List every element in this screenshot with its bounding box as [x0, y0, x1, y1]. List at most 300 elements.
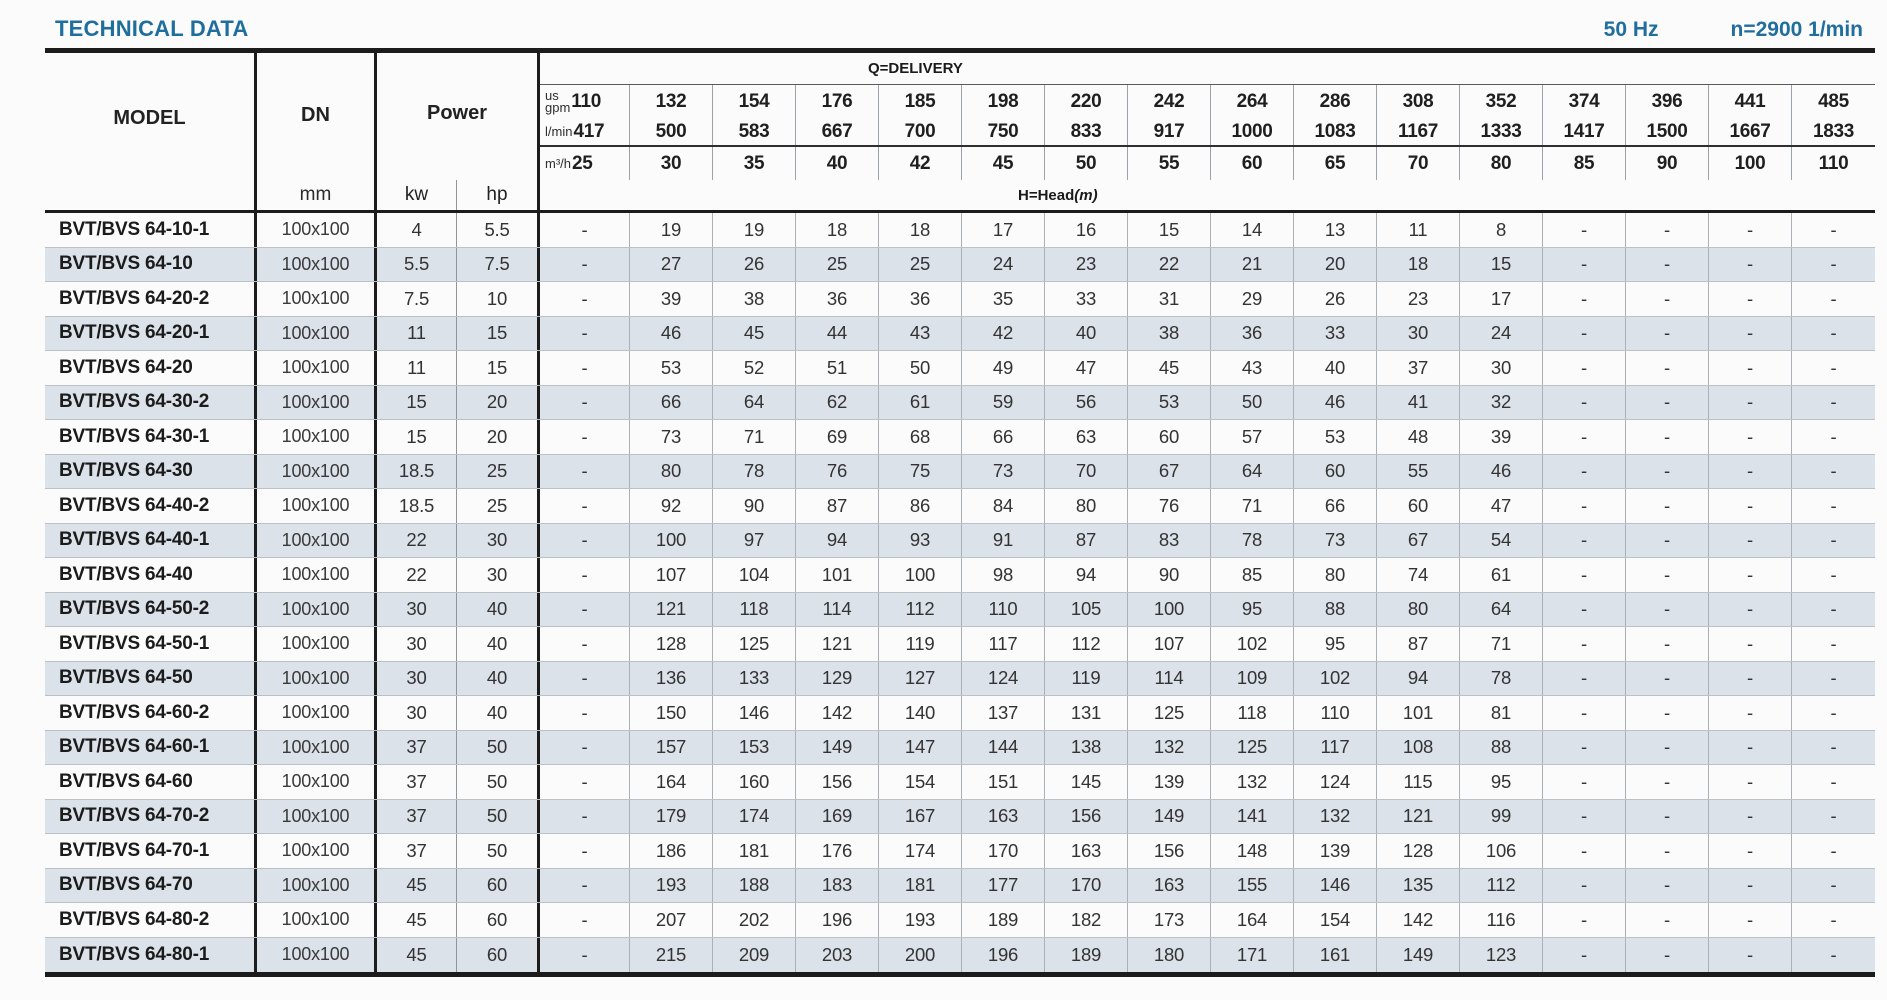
delivery-value-cell: [1045, 118, 1128, 145]
head-cell: 47: [1045, 351, 1128, 385]
delivery-value: 396: [1651, 90, 1683, 112]
power-units-row: [377, 180, 537, 210]
head-cell: -: [1543, 834, 1626, 868]
delivery-value: 500: [655, 120, 687, 142]
head-cell: -: [1830, 460, 1837, 482]
head-cell: -: [1626, 869, 1709, 903]
head-cell: 161: [1294, 938, 1377, 973]
head-cell: 107: [630, 558, 713, 592]
delivery-value-cell: [1211, 118, 1294, 145]
head-cell: 71: [1211, 489, 1294, 523]
model-cell: BVT/BVS 64-40: [45, 558, 257, 592]
model-cell: BVT/BVS 64-10: [45, 248, 257, 282]
model-cell: BVT/BVS 64-40-1: [45, 524, 257, 558]
kw-cell: 15: [377, 420, 457, 454]
head-cell: 43: [1211, 351, 1294, 385]
head-cell: 196: [962, 938, 1045, 973]
delivery-value-cell: [1543, 118, 1626, 145]
head-cell: -: [1626, 627, 1709, 661]
dn-cell: 100x100: [257, 524, 377, 558]
head-cell: -: [540, 627, 630, 661]
head-cell: -: [1830, 356, 1837, 378]
head-cell: 189: [962, 903, 1045, 937]
head-cell: 99: [1460, 800, 1543, 834]
head-cell: 108: [1377, 731, 1460, 765]
delivery-value-cell: [962, 118, 1045, 145]
head-cell: 15: [1128, 213, 1211, 247]
head-cell: 102: [1211, 627, 1294, 661]
delivery-value: 30: [660, 152, 682, 174]
head-cell: 36: [796, 282, 879, 316]
head-cell: 141: [1211, 800, 1294, 834]
kw-cell: 22: [377, 558, 457, 592]
head-cell: 37: [1377, 351, 1460, 385]
head-cell: 24: [962, 248, 1045, 282]
unit-label: l/min: [545, 123, 573, 139]
delivery-value-cell: [713, 147, 796, 180]
head-cell: 170: [962, 834, 1045, 868]
head-cell: 45: [1128, 351, 1211, 385]
head-cell: 174: [713, 800, 796, 834]
head-cell: -: [540, 938, 630, 973]
head-cell: 156: [1128, 834, 1211, 868]
head-cell: -: [540, 558, 630, 592]
head-cell: 173: [1128, 903, 1211, 937]
head-cell: 53: [1128, 386, 1211, 420]
delivery-value-cell: [796, 85, 879, 118]
head-cell: -: [1543, 248, 1626, 282]
head-cell: 145: [1045, 765, 1128, 799]
table-row: [45, 558, 1875, 593]
head-cell: -: [540, 386, 630, 420]
head-cell: 93: [879, 524, 962, 558]
delivery-value: 1333: [1480, 120, 1522, 142]
head-cell: 112: [1460, 869, 1543, 903]
head-cell: 87: [1377, 627, 1460, 661]
kw-cell: 4: [377, 213, 457, 247]
delivery-unit-label-cell: [540, 147, 630, 180]
delivery-value: 85: [1573, 152, 1595, 174]
kw-cell: 18.5: [377, 455, 457, 489]
table-row: [45, 800, 1875, 835]
head-cell: 138: [1045, 731, 1128, 765]
head-cell: 56: [1045, 386, 1128, 420]
delivery-value-cell: [1626, 147, 1709, 180]
head-cell: 139: [1294, 834, 1377, 868]
hp-cell: 50: [457, 731, 540, 765]
speed-label: n=2900 1/min: [1730, 18, 1863, 41]
head-cell: 147: [879, 731, 962, 765]
kw-cell: 11: [377, 351, 457, 385]
delivery-value: 1167: [1397, 120, 1439, 142]
head-cell: 132: [1211, 765, 1294, 799]
head-cell: 196: [796, 903, 879, 937]
dn-header-label: DN: [301, 104, 330, 126]
head-cell: 95: [1294, 627, 1377, 661]
head-cell: 132: [1128, 731, 1211, 765]
head-cell: 50: [879, 351, 962, 385]
hp-cell: 20: [457, 420, 540, 454]
head-cell: 33: [1294, 317, 1377, 351]
head-cell: 94: [1045, 558, 1128, 592]
head-cell: -: [1626, 455, 1709, 489]
head-cell: 52: [713, 351, 796, 385]
head-cell: 70: [1045, 455, 1128, 489]
head-cell: 23: [1377, 282, 1460, 316]
head-cell: -: [1543, 420, 1626, 454]
table-row: [45, 351, 1875, 386]
head-cell: 83: [1128, 524, 1211, 558]
head-cell: 30: [1460, 351, 1543, 385]
head-cell: 57: [1211, 420, 1294, 454]
head-cell: -: [1830, 943, 1837, 965]
delivery-value-cell: [1377, 118, 1460, 145]
table-row: [45, 938, 1875, 973]
dn-cell: 100x100: [257, 558, 377, 592]
head-cell: 202: [713, 903, 796, 937]
head-cell: 35: [962, 282, 1045, 316]
delivery-value: 286: [1319, 90, 1351, 112]
head-cell: -: [540, 420, 630, 454]
head-cell: 30: [1377, 317, 1460, 351]
delivery-value-cell: [1045, 147, 1128, 180]
hp-cell: 40: [457, 696, 540, 730]
delivery-value-cell: [630, 118, 713, 145]
delivery-value: 242: [1153, 90, 1185, 112]
head-cell: 164: [1211, 903, 1294, 937]
dn-cell: 100x100: [257, 386, 377, 420]
head-unit-label: H=Head(m): [1018, 186, 1098, 204]
unit-label: m³/h: [545, 155, 571, 171]
head-cell: -: [540, 317, 630, 351]
head-cell: 25: [879, 248, 962, 282]
head-cell: 26: [713, 248, 796, 282]
head-cell: 38: [1128, 317, 1211, 351]
head-cell: -: [1626, 386, 1709, 420]
dn-cell: 100x100: [257, 282, 377, 316]
delivery-value: 1833: [1812, 120, 1855, 142]
head-cell: 81: [1460, 696, 1543, 730]
head-cell: 29: [1211, 282, 1294, 316]
model-cell: BVT/BVS 64-50-2: [45, 593, 257, 627]
head-cell: -: [1626, 731, 1709, 765]
head-cell: 215: [630, 938, 713, 973]
head-cell: 78: [1460, 662, 1543, 696]
head-cell: 110: [1294, 696, 1377, 730]
table-row: [45, 282, 1875, 317]
top-right-labels: [1604, 18, 1873, 42]
kw-cell: 37: [377, 834, 457, 868]
dn-cell: 100x100: [257, 731, 377, 765]
hp-cell: 40: [457, 627, 540, 661]
head-cell: 18: [879, 213, 962, 247]
delivery-value-cell: [1709, 85, 1792, 118]
head-cell: 22: [1128, 248, 1211, 282]
table-row: [45, 489, 1875, 524]
delivery-value: 485: [1818, 90, 1849, 112]
head-cell: 84: [962, 489, 1045, 523]
table-row: [45, 834, 1875, 869]
head-cell: 46: [1460, 455, 1543, 489]
head-cell: -: [1709, 420, 1792, 454]
head-cell: 60: [1294, 455, 1377, 489]
head-cell: 123: [1460, 938, 1543, 973]
delivery-value: 110: [1818, 152, 1849, 174]
head-cell: -: [1830, 805, 1837, 827]
head-cell: -: [1626, 213, 1709, 247]
head-cell: -: [1543, 731, 1626, 765]
model-cell: BVT/BVS 64-60: [45, 765, 257, 799]
dn-cell: 100x100: [257, 765, 377, 799]
head-cell: -: [1830, 218, 1837, 240]
head-cell: 15: [1460, 248, 1543, 282]
top-bar: [0, 0, 1887, 48]
head-cell: -: [1626, 938, 1709, 973]
kw-cell: 45: [377, 869, 457, 903]
head-cell: 149: [1128, 800, 1211, 834]
head-cell: -: [540, 696, 630, 730]
head-cell: -: [1709, 524, 1792, 558]
head-cell: -: [540, 869, 630, 903]
delivery-value: 1417: [1563, 120, 1605, 142]
head-cell: -: [1626, 524, 1709, 558]
table-row: [45, 662, 1875, 697]
head-cell: 200: [879, 938, 962, 973]
delivery-value-cell: [1294, 118, 1377, 145]
head-cell: 118: [1211, 696, 1294, 730]
head-cell: -: [1709, 696, 1792, 730]
head-cell: 32: [1460, 386, 1543, 420]
head-cell: -: [1626, 351, 1709, 385]
hp-cell: 7.5: [457, 248, 540, 282]
head-cell: -: [540, 834, 630, 868]
head-cell: -: [1830, 874, 1837, 896]
head-cell: 40: [1294, 351, 1377, 385]
delivery-value-cell: [1045, 85, 1128, 118]
model-cell: BVT/BVS 64-20-1: [45, 317, 257, 351]
head-cell: -: [1543, 627, 1626, 661]
head-cell: 27: [630, 248, 713, 282]
head-cell: 71: [713, 420, 796, 454]
head-cell: 18: [1377, 248, 1460, 282]
hp-cell: 50: [457, 834, 540, 868]
head-cell: 169: [796, 800, 879, 834]
head-cell: 97: [713, 524, 796, 558]
table-row: [45, 903, 1875, 938]
delivery-value: 185: [904, 90, 936, 112]
dn-cell: 100x100: [257, 455, 377, 489]
hp-cell: 5.5: [457, 213, 540, 247]
kw-cell: 37: [377, 800, 457, 834]
head-cell: 116: [1460, 903, 1543, 937]
head-cell: 94: [1377, 662, 1460, 696]
delivery-value: 80: [1490, 152, 1512, 174]
head-cell: -: [540, 903, 630, 937]
delivery-value: 40: [826, 152, 848, 174]
head-cell: 92: [630, 489, 713, 523]
head-cell: 36: [879, 282, 962, 316]
dn-cell: 100x100: [257, 248, 377, 282]
model-cell: BVT/BVS 64-50-1: [45, 627, 257, 661]
head-cell: -: [1626, 800, 1709, 834]
delivery-unit-row: [540, 147, 1875, 180]
head-cell: 90: [1128, 558, 1211, 592]
head-cell: -: [1830, 563, 1837, 585]
power-unit-kw: kw: [377, 180, 457, 210]
delivery-value: 176: [821, 90, 853, 112]
hp-cell: 30: [457, 524, 540, 558]
head-cell: -: [1830, 494, 1837, 516]
head-cell: 207: [630, 903, 713, 937]
delivery-value: 90: [1656, 152, 1678, 174]
hp-cell: 60: [457, 903, 540, 937]
delivery-value: 110: [571, 90, 602, 112]
head-cell: 11: [1377, 213, 1460, 247]
kw-cell: 45: [377, 903, 457, 937]
head-cell: -: [540, 765, 630, 799]
head-cell: 46: [630, 317, 713, 351]
delivery-value-cell: [630, 147, 713, 180]
head-cell: 181: [879, 869, 962, 903]
power-column-header: [377, 53, 540, 210]
head-cell: -: [1830, 322, 1837, 344]
head-cell: 131: [1045, 696, 1128, 730]
head-cell: 164: [630, 765, 713, 799]
head-cell: 124: [962, 662, 1045, 696]
head-cell: 156: [1045, 800, 1128, 834]
head-cell: 94: [796, 524, 879, 558]
delivery-header-block: [540, 53, 1875, 210]
head-cell: 46: [1294, 386, 1377, 420]
head-cell: 121: [796, 627, 879, 661]
head-cell: 183: [796, 869, 879, 903]
delivery-value: 1000: [1231, 120, 1273, 142]
head-cell: 163: [962, 800, 1045, 834]
delivery-value: 42: [909, 152, 931, 174]
head-cell: -: [1543, 386, 1626, 420]
head-cell: 119: [1045, 662, 1128, 696]
head-cell: -: [1543, 800, 1626, 834]
head-cell: 19: [630, 213, 713, 247]
head-cell: -: [540, 455, 630, 489]
head-cell: 88: [1294, 593, 1377, 627]
head-cell: 17: [1460, 282, 1543, 316]
head-cell: -: [1543, 938, 1626, 973]
kw-cell: 30: [377, 696, 457, 730]
delivery-value: 700: [904, 120, 936, 142]
head-cell: 80: [1294, 558, 1377, 592]
head-cell: 67: [1377, 524, 1460, 558]
delivery-value-cell: [1543, 85, 1626, 118]
delivery-unit-label-cell: [540, 85, 630, 118]
head-cell: 42: [962, 317, 1045, 351]
head-cell: 76: [1128, 489, 1211, 523]
hp-cell: 25: [457, 455, 540, 489]
dn-cell: 100x100: [257, 351, 377, 385]
head-cell: 160: [713, 765, 796, 799]
head-cell: -: [540, 282, 630, 316]
head-cell: 100: [879, 558, 962, 592]
head-cell: -: [1709, 351, 1792, 385]
table-row: [45, 627, 1875, 662]
head-cell: 176: [796, 834, 879, 868]
head-cell: 43: [879, 317, 962, 351]
delivery-value: 833: [1070, 120, 1102, 142]
head-cell: 121: [1377, 800, 1460, 834]
head-cell: 174: [879, 834, 962, 868]
head-cell: 66: [962, 420, 1045, 454]
head-cell: -: [1709, 834, 1792, 868]
delivery-value: 100: [1734, 152, 1766, 174]
dn-cell: 100x100: [257, 213, 377, 247]
head-cell: -: [1830, 770, 1837, 792]
head-cell: 8: [1460, 213, 1543, 247]
delivery-value-cell: [962, 147, 1045, 180]
head-cell: 101: [1377, 696, 1460, 730]
delivery-value-cell: [1128, 118, 1211, 145]
head-cell: 39: [630, 282, 713, 316]
head-cell: -: [1830, 391, 1837, 413]
head-cell: 179: [630, 800, 713, 834]
head-cell: -: [1830, 253, 1837, 275]
head-cell: -: [540, 524, 630, 558]
hp-cell: 60: [457, 869, 540, 903]
head-cell: -: [540, 662, 630, 696]
delivery-value: 55: [1158, 152, 1180, 174]
head-cell: -: [1709, 248, 1792, 282]
head-cell: 106: [1460, 834, 1543, 868]
delivery-value-cell: [1294, 147, 1377, 180]
head-cell: -: [1626, 662, 1709, 696]
head-cell: 193: [879, 903, 962, 937]
head-cell: 41: [1377, 386, 1460, 420]
page-title: TECHNICAL DATA: [55, 16, 249, 41]
kw-cell: 45: [377, 938, 457, 973]
head-cell: -: [1709, 317, 1792, 351]
delivery-value-cell: [1709, 118, 1792, 145]
head-cell: 154: [879, 765, 962, 799]
model-cell: BVT/BVS 64-70-2: [45, 800, 257, 834]
head-cell: -: [540, 213, 630, 247]
head-cell: 55: [1377, 455, 1460, 489]
delivery-value-cell: [1792, 118, 1875, 145]
delivery-value-cell: [1626, 85, 1709, 118]
head-cell: 135: [1377, 869, 1460, 903]
delivery-value: 1083: [1314, 120, 1356, 142]
head-cell: 153: [713, 731, 796, 765]
head-cell: 209: [713, 938, 796, 973]
delivery-value: 750: [987, 120, 1019, 142]
delivery-value-cell: [1377, 85, 1460, 118]
delivery-value: 35: [743, 152, 765, 174]
delivery-value: 583: [738, 120, 770, 142]
kw-cell: 30: [377, 593, 457, 627]
head-cell: 36: [1211, 317, 1294, 351]
head-cell: 61: [879, 386, 962, 420]
head-cell: -: [1709, 282, 1792, 316]
kw-cell: 15: [377, 386, 457, 420]
delivery-value: 70: [1407, 152, 1429, 174]
head-cell: 102: [1294, 662, 1377, 696]
head-cell: -: [1626, 489, 1709, 523]
delivery-value-cell: [1294, 85, 1377, 118]
head-cell: -: [1709, 455, 1792, 489]
kw-cell: 22: [377, 524, 457, 558]
hp-cell: 20: [457, 386, 540, 420]
table-row: [45, 593, 1875, 628]
delivery-value-cell: [630, 85, 713, 118]
head-cell: 24: [1460, 317, 1543, 351]
